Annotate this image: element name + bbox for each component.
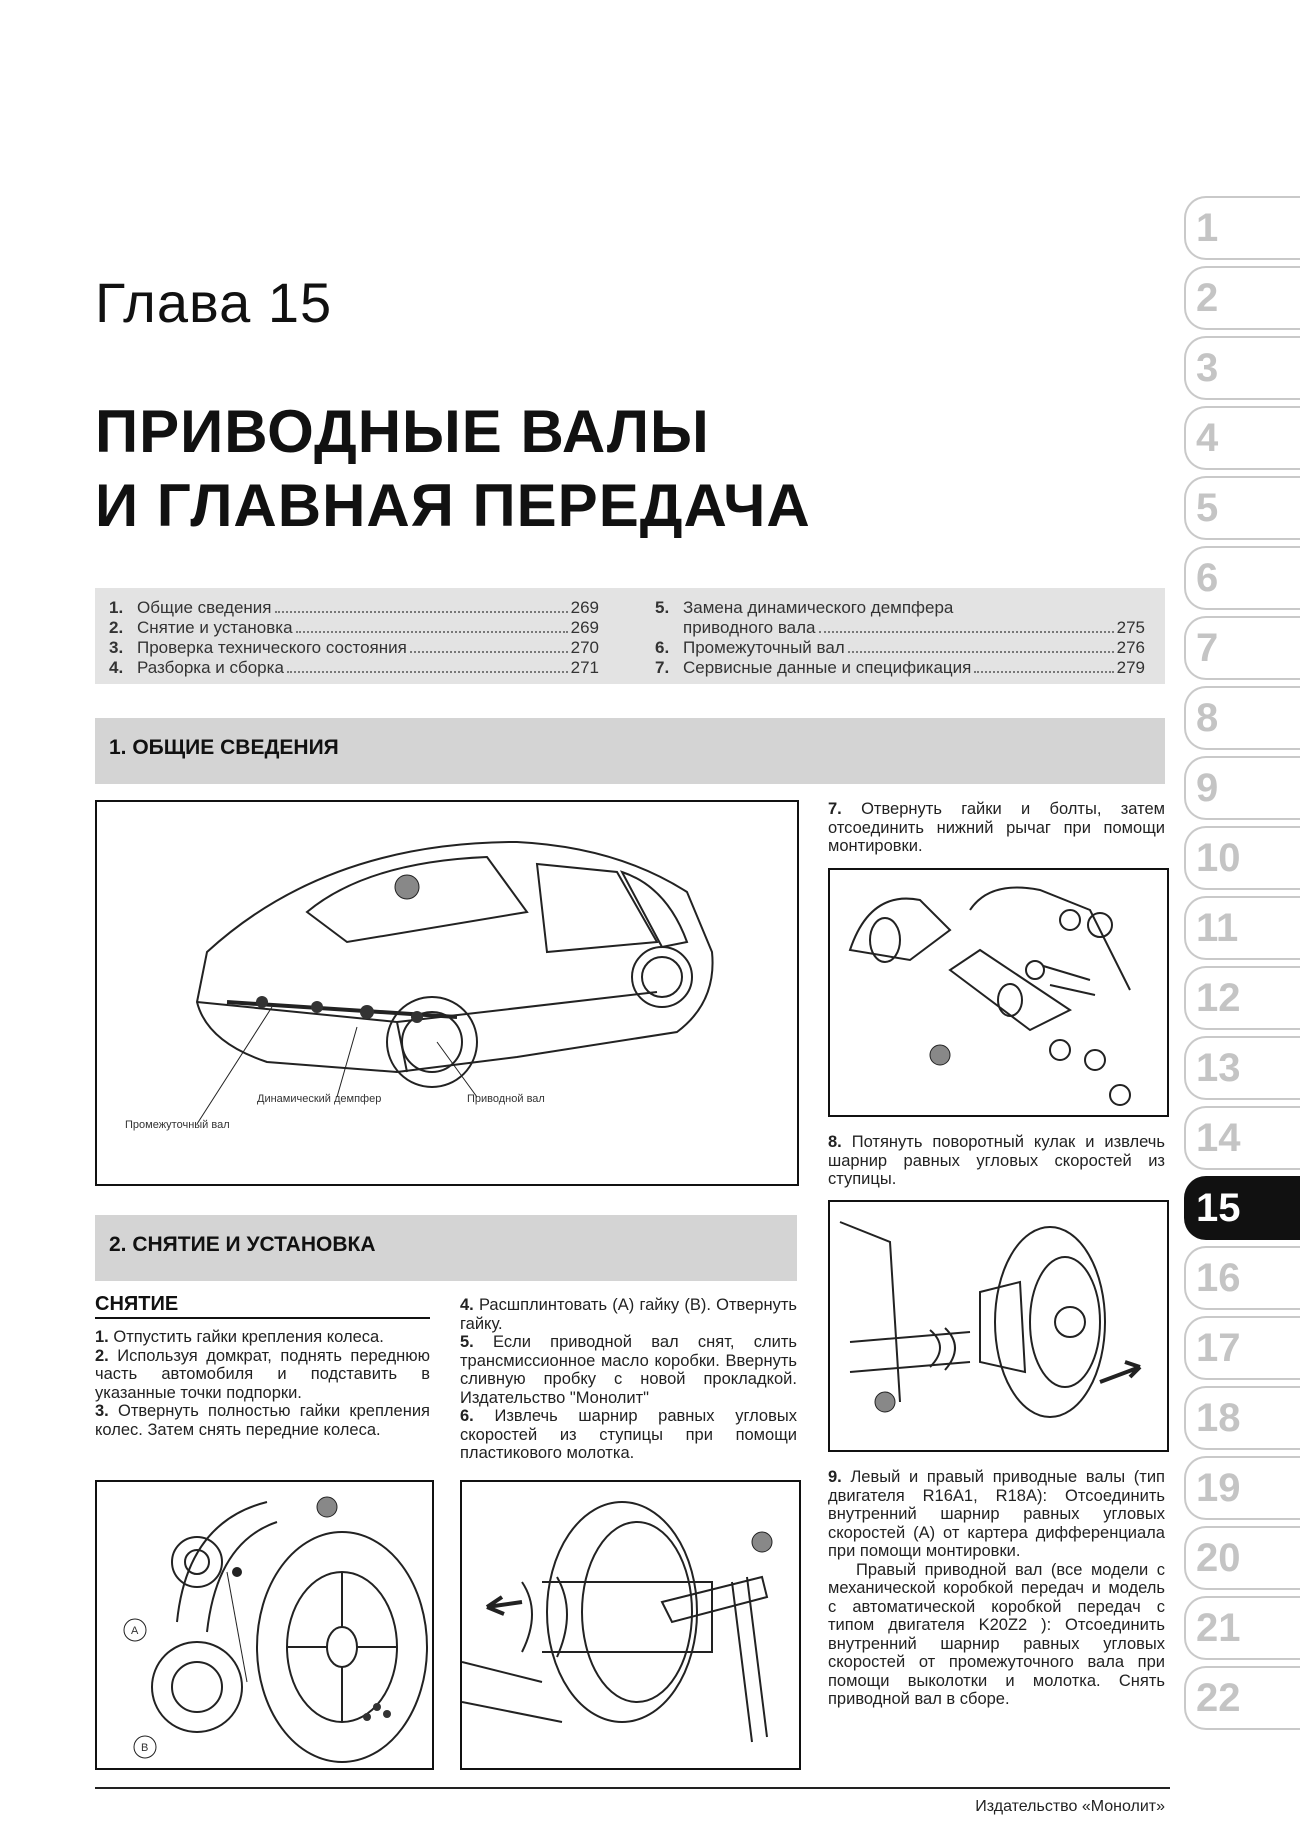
chapter-label: Глава 15 bbox=[95, 271, 333, 334]
footer-publisher: Издательство «Монолит» bbox=[975, 1798, 1165, 1815]
knuckle-illustration bbox=[830, 1202, 1167, 1450]
toc-title: Общие сведения bbox=[137, 598, 272, 617]
step-2-text: Используя домкрат, поднять переднюю часть автомобиля и подставить в указанные точки подпорки. bbox=[95, 1346, 430, 1402]
toc-page: 275 bbox=[1116, 618, 1145, 637]
toc-title: Замена динамического демпфера bbox=[683, 598, 954, 617]
toc-page: 271 bbox=[570, 658, 599, 677]
steps-column-2 bbox=[460, 1296, 797, 1463]
chapter-tab-10[interactable]: 10 bbox=[1184, 826, 1300, 890]
figure-car-overview bbox=[95, 800, 799, 1186]
chapter-title bbox=[95, 395, 811, 543]
step-4-text: Расшплинтовать (A) гайку (B). Отвернуть гайку. bbox=[460, 1296, 797, 1333]
toc-title: Промежуточный вал bbox=[683, 638, 845, 657]
toc-num: 4. bbox=[109, 658, 124, 677]
figure-lower-arm bbox=[828, 868, 1169, 1117]
chapter-tab-13[interactable]: 13 bbox=[1184, 1036, 1300, 1100]
step-num: 1. bbox=[95, 1328, 109, 1346]
chapter-title-line1: ПРИВОДНЫЕ ВАЛЫ bbox=[95, 398, 710, 465]
chapter-tab-9[interactable]: 9 bbox=[1184, 756, 1300, 820]
label-drive-shaft: Приводной вал bbox=[467, 1093, 545, 1105]
step-8 bbox=[828, 1133, 1165, 1189]
wheel-illustration bbox=[97, 1482, 432, 1768]
chapter-tab-7[interactable]: 7 bbox=[1184, 616, 1300, 680]
step-num: 5. bbox=[460, 1333, 474, 1351]
toc-entry[interactable] bbox=[655, 618, 1145, 638]
toc-entry[interactable] bbox=[655, 598, 1145, 618]
toc-entry[interactable] bbox=[109, 658, 599, 678]
figure-hammer-hub bbox=[460, 1480, 801, 1770]
step-num: 4. bbox=[460, 1296, 474, 1314]
chapter-tab-4[interactable]: 4 bbox=[1184, 406, 1300, 470]
toc-page: 279 bbox=[1116, 658, 1145, 677]
label-intermediate-shaft: Промежуточный вал bbox=[125, 1119, 230, 1131]
toc-title: приводного вала bbox=[683, 618, 816, 637]
step-num: 8. bbox=[828, 1133, 842, 1151]
toc-entry[interactable] bbox=[109, 638, 599, 658]
toc-right-column bbox=[655, 598, 1145, 678]
callout-b: B bbox=[141, 1742, 149, 1754]
toc-entry[interactable] bbox=[109, 598, 599, 618]
step-7 bbox=[828, 800, 1165, 856]
toc-title: Проверка технического состояния bbox=[137, 638, 407, 657]
toc-num: 1. bbox=[109, 598, 124, 617]
step-num: 9. bbox=[828, 1468, 842, 1486]
step-8-text: Потянуть поворотный кулак и извлечь шарнир равных угловых скоростей из ступицы. bbox=[828, 1133, 1165, 1188]
toc-page: 276 bbox=[1116, 638, 1145, 657]
step-num: 3. bbox=[95, 1402, 109, 1420]
chapter-tab-8[interactable]: 8 bbox=[1184, 686, 1300, 750]
chapter-tab-20[interactable]: 20 bbox=[1184, 1526, 1300, 1590]
toc-page: 270 bbox=[570, 638, 599, 657]
figure-wheel-nut bbox=[95, 1480, 434, 1770]
chapter-tab-14[interactable]: 14 bbox=[1184, 1106, 1300, 1170]
toc-num: 5. bbox=[655, 598, 670, 617]
chapter-tab-22[interactable]: 22 bbox=[1184, 1666, 1300, 1730]
step-5-text: Если приводной вал снят, слить трансмиссионное масло коробки. Ввернуть сливную пробку с новой прокладкой. Издательство "Монолит" bbox=[460, 1333, 797, 1407]
step-num: 7. bbox=[828, 800, 842, 818]
callout-a: A bbox=[131, 1625, 139, 1637]
chapter-tab-17[interactable]: 17 bbox=[1184, 1316, 1300, 1380]
toc-entry[interactable] bbox=[655, 638, 1145, 658]
hub-illustration bbox=[462, 1482, 799, 1768]
chapter-tab-1[interactable]: 1 bbox=[1184, 196, 1300, 260]
car-illustration bbox=[97, 802, 797, 1184]
toc-title: Сервисные данные и спецификация bbox=[683, 658, 972, 677]
toc-entry[interactable] bbox=[655, 658, 1145, 678]
step-3-text: Отвернуть полностью гайки крепления колес. Затем снять передние колеса. bbox=[95, 1402, 430, 1439]
label-dynamic-damper: Динамический демпфер bbox=[257, 1093, 382, 1105]
toc-num: 7. bbox=[655, 658, 670, 677]
chapter-tab-15[interactable]: 15 bbox=[1184, 1176, 1300, 1240]
step-1-text: Отпустить гайки крепления колеса. bbox=[113, 1328, 384, 1346]
step-9-text: Левый и правый приводные валы (тип двигателя R16A1, R18A): Отсоединить внутренний шарнир равных угловых скоростей (A) от картера дифференциала при помощи монтировки. bbox=[828, 1468, 1165, 1560]
chapter-tab-3[interactable]: 3 bbox=[1184, 336, 1300, 400]
chapter-tab-2[interactable]: 2 bbox=[1184, 266, 1300, 330]
toc-page: 269 bbox=[570, 618, 599, 637]
figure-knuckle bbox=[828, 1200, 1169, 1452]
footer-rule bbox=[95, 1787, 1170, 1789]
removal-heading: СНЯТИЕ bbox=[95, 1293, 430, 1319]
chapter-tab-11[interactable]: 11 bbox=[1184, 896, 1300, 960]
step-7-text: Отвернуть гайки и болты, затем отсоединить нижний рычаг при помощи монтировки. bbox=[828, 800, 1165, 855]
toc-left-column bbox=[109, 598, 599, 678]
lower-arm-illustration bbox=[830, 870, 1167, 1115]
step-num: 2. bbox=[95, 1346, 109, 1365]
table-of-contents bbox=[95, 588, 1165, 684]
step-9-continuation: Правый приводной вал (все модели с механической коробкой передач и модель с автоматической коробкой передач с типом двигателя K20Z2 ): Отсоединить внутренний шарнир равных угловых скоростей от промежуточного вала при помощи выколотки и молотка. Снять приводной вал в сборе. bbox=[828, 1560, 1165, 1708]
chapter-tab-5[interactable]: 5 bbox=[1184, 476, 1300, 540]
steps-column-1 bbox=[95, 1328, 430, 1439]
toc-num: 3. bbox=[109, 638, 124, 657]
chapter-tab-12[interactable]: 12 bbox=[1184, 966, 1300, 1030]
section-bar-general bbox=[95, 718, 1165, 784]
toc-entry[interactable] bbox=[109, 618, 599, 638]
chapter-tab-18[interactable]: 18 bbox=[1184, 1386, 1300, 1450]
toc-num: 2. bbox=[109, 618, 124, 637]
chapter-title-line2: И ГЛАВНАЯ ПЕРЕДАЧА bbox=[95, 472, 811, 539]
toc-title: Снятие и установка bbox=[137, 618, 293, 637]
section-title-general: 1. ОБЩИЕ СВЕДЕНИЯ bbox=[109, 736, 339, 759]
toc-title: Разборка и сборка bbox=[137, 658, 284, 677]
step-num: 6. bbox=[460, 1407, 474, 1425]
section-bar-removal-install bbox=[95, 1215, 797, 1281]
step-6-text: Извлечь шарнир равных угловых скоростей из ступицы при помощи пластикового молотка. bbox=[460, 1407, 797, 1462]
toc-num: 6. bbox=[655, 638, 670, 657]
chapter-tab-19[interactable]: 19 bbox=[1184, 1456, 1300, 1520]
toc-page: 269 bbox=[570, 598, 599, 617]
chapter-tab-21[interactable]: 21 bbox=[1184, 1596, 1300, 1660]
chapter-tab-6[interactable]: 6 bbox=[1184, 546, 1300, 610]
section-title-removal-install: 2. СНЯТИЕ И УСТАНОВКА bbox=[109, 1233, 376, 1256]
chapter-tab-16[interactable]: 16 bbox=[1184, 1246, 1300, 1310]
step-9 bbox=[828, 1468, 1165, 1709]
